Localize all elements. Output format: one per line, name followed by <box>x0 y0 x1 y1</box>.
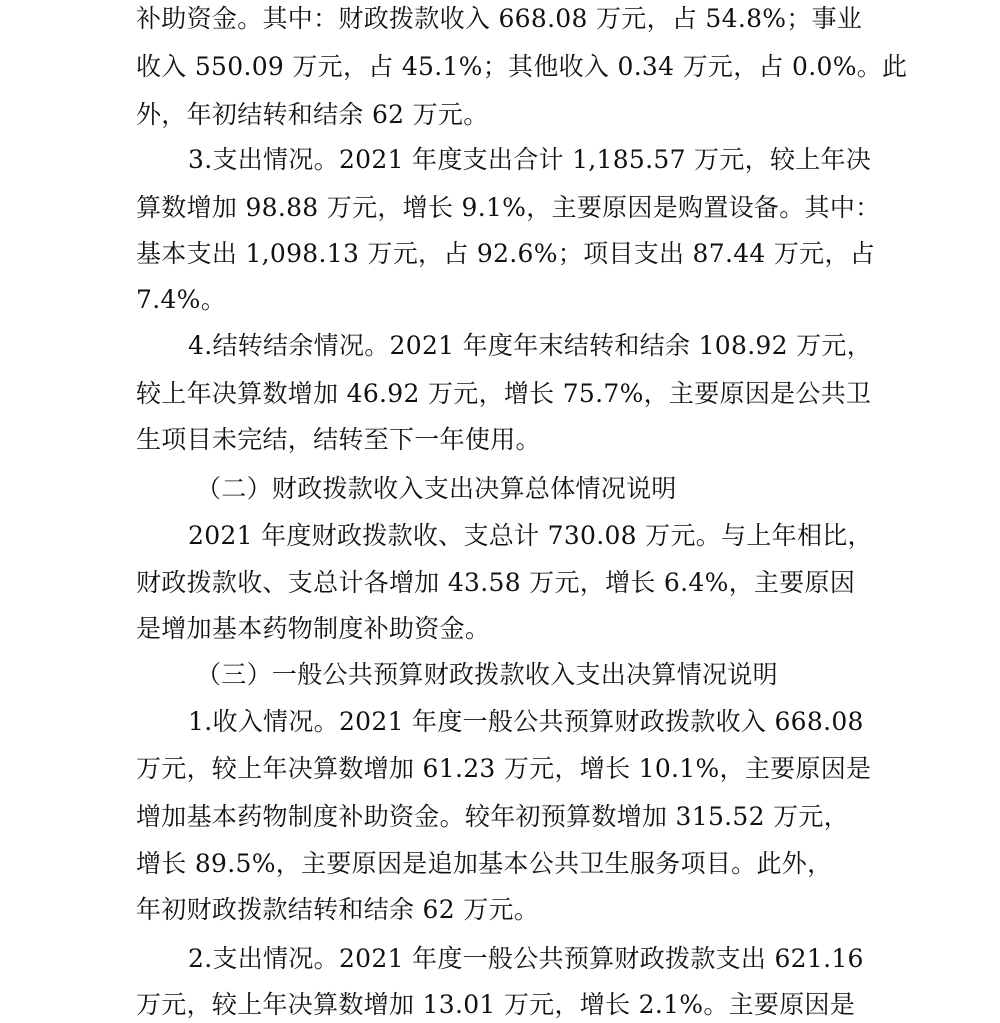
text-line: 7.4%。 <box>136 285 227 314</box>
text-line: 增长 89.5%，主要原因是追加基本公共卫生服务项目。此外， <box>136 849 833 878</box>
text-line: 年初财政拨款结转和结余 62 万元。 <box>136 895 540 924</box>
text-line: 1.收入情况。2021 年度一般公共预算财政拨款收入 668.08 <box>188 707 864 736</box>
text-line: 较上年决算数增加 46.92 万元，增长 75.7%，主要原因是公共卫 <box>136 379 872 408</box>
text-line: 财政拨款收、支总计各增加 43.58 万元，增长 6.4%，主要原因 <box>136 568 856 597</box>
text-line: 算数增加 98.88 万元，增长 9.1%，主要原因是购置设备。其中： <box>136 193 881 222</box>
text-line: 万元，较上年决算数增加 13.01 万元，增长 2.1%。主要原因是 <box>136 990 856 1019</box>
text-line: 4.结转结余情况。2021 年度年末结转和结余 108.92 万元， <box>188 331 872 360</box>
text-line: 是增加基本药物制度补助资金。 <box>136 614 491 643</box>
text-line: 3.支出情况。2021 年度支出合计 1,185.57 万元，较上年决 <box>188 145 872 174</box>
text-line: 2.支出情况。2021 年度一般公共预算财政拨款支出 621.16 <box>188 944 864 973</box>
text-line: 生项目未完结，结转至下一年使用。 <box>136 425 541 454</box>
section-heading: （三）一般公共预算财政拨款收入支出决算情况说明 <box>196 660 778 689</box>
text-line: 补助资金。其中：财政拨款收入 668.08 万元，占 54.8%；事业 <box>136 4 863 33</box>
text-line: 基本支出 1,098.13 万元，占 92.6%；项目支出 87.44 万元，占 <box>136 239 876 268</box>
text-line: 增加基本药物制度补助资金。较年初预算数增加 315.52 万元， <box>136 802 849 831</box>
text-line: 收入 550.09 万元，占 45.1%；其他收入 0.34 万元，占 0.0%。此 <box>136 52 908 81</box>
text-line: 万元，较上年决算数增加 61.23 万元，增长 10.1%，主要原因是 <box>136 754 872 783</box>
text-line: 外，年初结转和结余 62 万元。 <box>136 100 489 129</box>
section-heading: （二）财政拨款收入支出决算总体情况说明 <box>196 474 677 503</box>
text-line: 2021 年度财政拨款收、支总计 730.08 万元。与上年相比， <box>188 521 873 550</box>
